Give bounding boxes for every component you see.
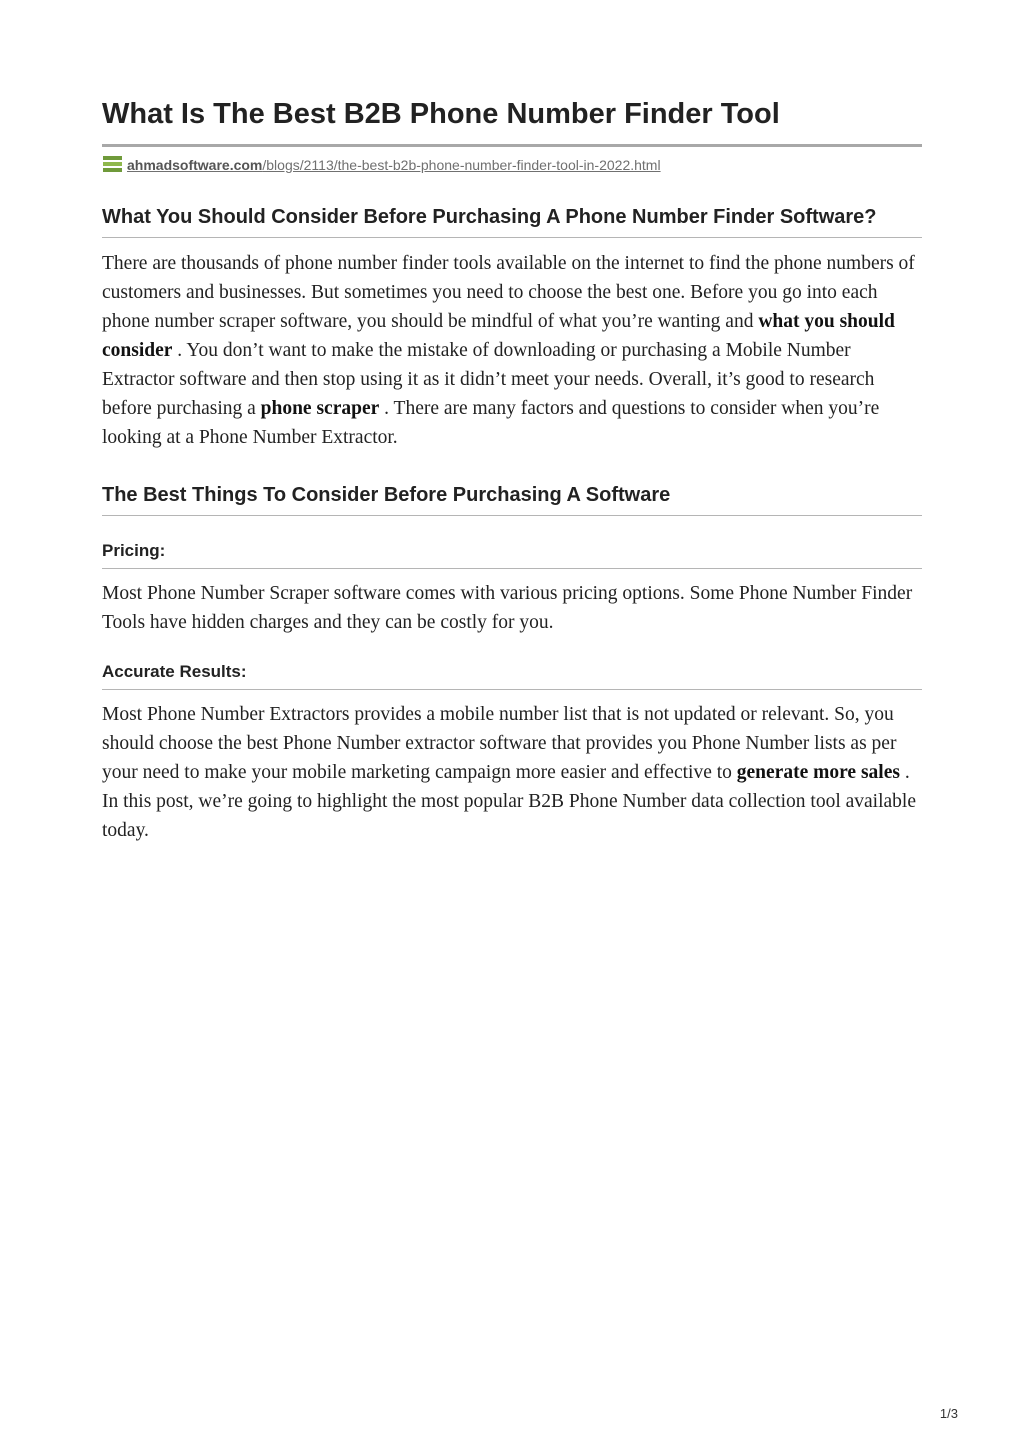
- paragraph-pricing: Most Phone Number Scraper software comes with various pricing options. Some Phone Number Finder Tools have hidden charges and they can be costly for you.: [102, 583, 913, 633]
- paragraph-accurate-results: Most Phone Number Extractors provides a mobile number list that is not updated or relevant. So, you should choose the best Phone Number extractor software that provides you Phone Number lists as per your need to make your mobile marketing campaign more easier and effective to generate more sales . In this post, we’re going to highlight the most popular B2B Phone Number data collection tool available today.: [102, 704, 916, 841]
- source-domain: ahmadsoftware.com: [127, 156, 263, 173]
- source-path: /blogs/2113/the-best-b2b-phone-number-finder-tool-in-2022.html: [262, 156, 661, 173]
- site-favicon-icon: [102, 155, 122, 174]
- source-line: [102, 155, 922, 174]
- subheading-accurate-results: Accurate Results:: [102, 661, 922, 690]
- article: [102, 96, 922, 845]
- page-title: What Is The Best B2B Phone Number Finder Tool: [102, 96, 922, 147]
- page-number: 1/3: [939, 1406, 958, 1421]
- bold-phrase: phone scraper: [260, 398, 380, 419]
- bold-phrase: generate more sales: [736, 762, 900, 783]
- section-heading-best-things: The Best Things To Consider Before Purchasing A Software: [102, 482, 922, 516]
- section-paragraph-consider: There are thousands of phone number finder tools available on the internet to find the phone numbers of customers and businesses. But sometimes you need to choose the best one. Before you go into each phone number scraper software, you should be mindful of what you’re wanting and what you should consider . You don’t want to make the mistake of downloading or purchasing a Mobile Number Extractor software and then stop using it as it didn’t meet your needs. Overall, it’s good to research before purchasing a phone scraper . There are many factors and questions to consider when you’re looking at a Phone Number Extractor.: [102, 253, 915, 448]
- section-heading-consider: What You Should Consider Before Purchasing A Phone Number Finder Software?: [102, 204, 922, 238]
- subheading-pricing: Pricing:: [102, 540, 922, 569]
- bold-phrase: what you should consider: [102, 311, 895, 361]
- source-link[interactable]: [127, 157, 661, 173]
